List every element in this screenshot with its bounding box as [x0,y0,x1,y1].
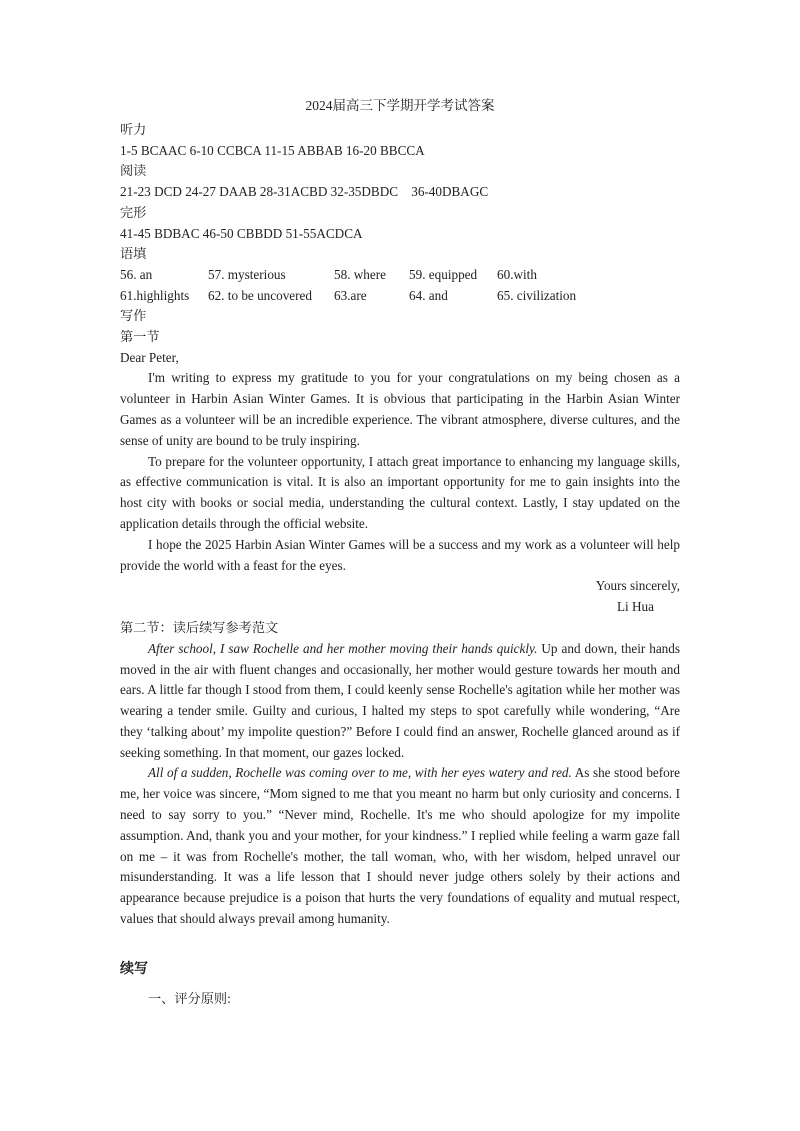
grammar-row-1 [120,265,680,286]
continuation-heading: 第二节：读后续写参考范文 [120,620,279,635]
paragraph-body: Up and down, their hands moved in the air with fluent changes and occasionally, her mother would gesture towards her mouth and ears. A little far though I stood from them, I could keenly sense Rochelle's agitation while her mother was wearing a tender smile. Guilty and curious, I halted my steps to spot carefully while wondering, “Are they ‘talking about’ my impolite question?” Before I could find an answer, Rochelle glanced around as if seeking something. In that moment, our gazes locked. [120,640,680,760]
paragraph-lead-sentence: All of a sudden, Rochelle was coming over to me, with her eyes watery and red. [148,765,572,781]
answer-sheet [120,96,680,1010]
cloze-answers: 41-45 BDBAC 46-50 CBBDD 51-55ACDCA [120,225,363,241]
reading-answers: 21-23 DCD 24-27 DAAB 28-31ACBD 32-35DBDC 36-40DBAGC [120,184,489,200]
paragraph-lead-sentence: After school, I saw Rochelle and her mother moving their hands quickly. [148,640,538,656]
grammar-heading: 语填 [120,246,147,262]
letter-paragraph: I'm writing to express my gratitude to you for your congratulations on my being chosen as a volunteer in Harbin Asian Winter Games. It is obvious that participating in the Harbin Asian Winter Games as a volunteer will be an incredible experience. The vibrant atmosphere, diverse cultures, and the sense of unity are bound to be truly inspiring. [120,370,680,448]
listening-answers: 1-5 BCAAC 6-10 CCBCA 11-15 ABBAB 16-20 BBCCA [120,142,425,158]
grammar-answer: 64. and [409,287,448,303]
grammar-answer: 60.with [497,266,537,282]
letter-signature: Li Hua [617,599,654,615]
grammar-answer: 63.are [334,287,367,303]
grammar-answer: 57. mysterious [208,266,286,282]
scoring-heading: 续写 [120,960,148,977]
page-title: 2024届高三下学期开学考试答案 [305,98,495,113]
continuation-paragraph [120,639,680,764]
grammar-answer: 62. to be uncovered [208,287,312,303]
grammar-answer: 58. where [334,266,386,282]
letter-greeting: Dear Peter, [120,349,179,365]
grammar-answer: 61.highlights [120,287,190,303]
reading-heading: 阅读 [120,163,147,179]
continuation-paragraph [120,763,680,929]
listening-heading: 听力 [120,122,147,137]
writing-section-1: 第一节 [120,329,160,345]
letter-closing: Yours sincerely, [595,578,680,594]
writing-heading: 写作 [120,308,147,324]
scoring-subheading: 一、评分原则: [148,990,231,1006]
paragraph-body: As she stood before me, her voice was sincere, “Mom signed to me that you meant no harm but only curiosity and concerns. I need to say sorry to you.” “Never mind, Rochelle. It's me who should apologize for my impolite assumption. And, thank you and your mother, for your kindness.” I replied while feeling a warm gaze fall on me – it was from Rochelle's mother, the tall woman, who, with her wisdom, helped unravel our misunderstanding. It was a life lesson that I should never judge others solely by their actions and appearance because prejudice is a poison that hurts the very foundations of equality and mutual respect, values that should always prevail among humanity. [120,765,681,927]
grammar-answer: 56. an [120,266,153,282]
grammar-row-2 [120,286,680,307]
grammar-answer: 59. equipped [409,266,478,282]
grammar-answer: 65. civilization [497,287,577,303]
letter-paragraph: To prepare for the volunteer opportunity, I attach great importance to enhancing my language skills, as effective communication is vital. It is also an important opportunity for me to gain insights into the host city with books or social media, understanding the cultural context. Lastly, I stay updated on the application details through the official website. [120,453,680,532]
letter-paragraph: I hope the 2025 Harbin Asian Winter Games will be a success and my work as a volunteer will help provide the world with a feast for the eyes. [120,536,680,573]
cloze-heading: 完形 [120,204,147,220]
